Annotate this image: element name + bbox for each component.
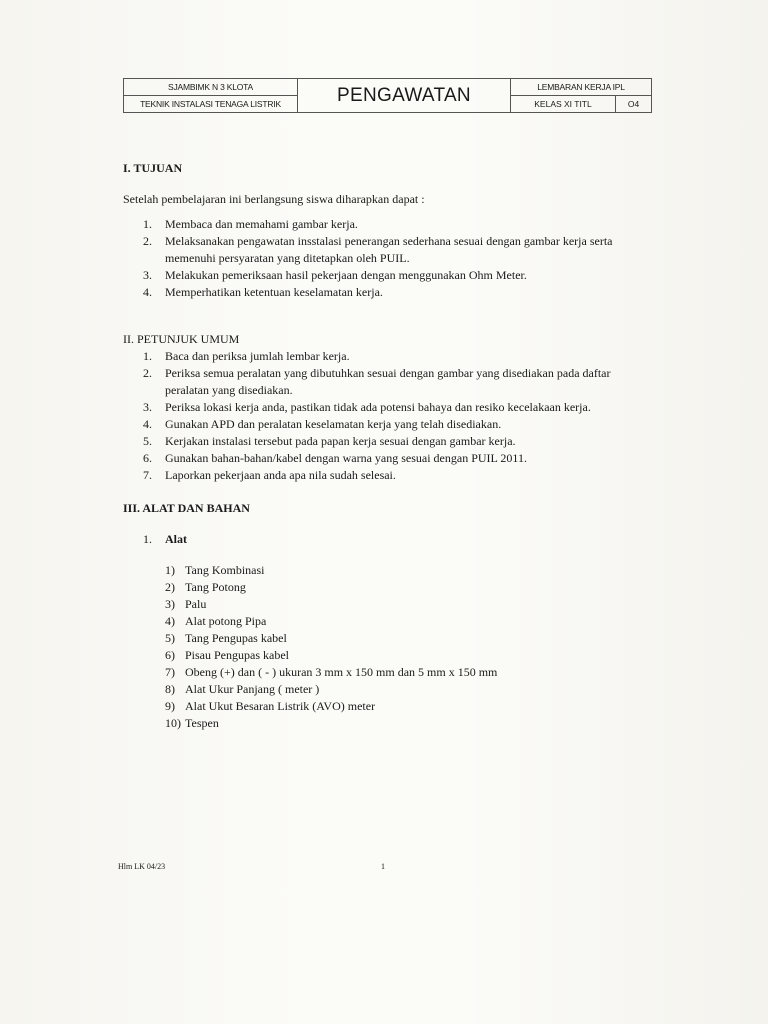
list-item [123, 630, 653, 647]
list-item [123, 579, 653, 596]
item-number: 3. [143, 268, 152, 282]
item-number: 4. [143, 285, 152, 299]
item-number: 3. [143, 400, 152, 414]
item-text: Tang Kombinasi [185, 563, 265, 577]
list-item [123, 416, 653, 433]
document-body [123, 160, 653, 732]
item-number: 2. [143, 234, 152, 248]
item-text: Melaksanakan pengawatan insstalasi penerangan sederhana sesuai dengan gambar kerja serta memenuhi persyaratan yang ditetapkan oleh PUIL. [165, 234, 613, 265]
list-item [123, 562, 653, 579]
item-text: Alat potong Pipa [185, 614, 267, 628]
item-number: 6) [165, 648, 175, 662]
document-title: PENGAWATAN [337, 84, 471, 106]
header-table [123, 78, 652, 113]
petunjuk-list [123, 348, 653, 484]
item-text: Alat Ukur Panjang ( meter ) [185, 682, 320, 696]
item-text: Palu [185, 597, 207, 611]
item-number: 10) [165, 716, 181, 730]
item-text: Laporkan pekerjaan anda apa nila sudah selesai. [165, 468, 396, 482]
list-item [123, 348, 653, 365]
list-item [123, 233, 653, 267]
item-number: 2) [165, 580, 175, 594]
footer-sheet-ref: Hlm LK 04/23 [118, 862, 166, 871]
list-item [123, 613, 653, 630]
item-text: Memperhatikan ketentuan keselamatan kerja. [165, 285, 383, 299]
item-number: 4. [143, 417, 152, 431]
list-item [123, 450, 653, 467]
item-text: Gunakan APD dan peralatan keselamatan kerja yang telah disediakan. [165, 417, 502, 431]
header-left-cell [124, 79, 298, 112]
page-number: 1 [381, 862, 385, 871]
item-number: 7) [165, 665, 175, 679]
list-item [123, 216, 653, 233]
item-number: 2. [143, 366, 152, 380]
item-number: 4) [165, 614, 175, 628]
list-item [123, 365, 653, 399]
item-text: Kerjakan instalasi tersebut pada papan kerja sesuai dengan gambar kerja. [165, 434, 516, 448]
list-item [123, 267, 653, 284]
item-number: 8) [165, 682, 175, 696]
class-row [511, 95, 651, 112]
item-text: Tang Pengupas kabel [185, 631, 287, 645]
sheet-name: LEMBARAN KERJA IPL [537, 82, 625, 92]
tools-list [123, 562, 653, 732]
list-item [123, 399, 653, 416]
list-item [123, 698, 653, 715]
item-text: Alat Ukut Besaran Listrik (AVO) meter [185, 699, 376, 713]
list-item [123, 596, 653, 613]
item-text: Baca dan periksa jumlah lembar kerja. [165, 349, 350, 363]
item-text: Gunakan bahan-bahan/kabel dengan warna yang sesuai dengan PUIL 2011. [165, 451, 527, 465]
subsection-title-alat [143, 531, 653, 548]
list-item [123, 715, 653, 732]
section-intro: Setelah pembelajaran ini berlangsung siswa diharapkan dapat : [123, 192, 425, 206]
item-number: 1. [143, 217, 152, 231]
item-number: 1) [165, 563, 175, 577]
header-right-cell [511, 79, 651, 112]
sheet-code: O4 [615, 96, 651, 112]
item-text: Pisau Pengupas kabel [185, 648, 289, 662]
item-text: Melakukan pemeriksaan hasil pekerjaan dengan menggunakan Ohm Meter. [165, 268, 527, 282]
list-item [123, 681, 653, 698]
item-text: Periksa semua peralatan yang dibutuhkan sesuai dengan gambar yang disediakan pada daftar peralatan yang disediakan. [165, 366, 611, 397]
section-title-alat-bahan: III. ALAT DAN BAHAN [123, 501, 250, 515]
school-name: SJAMBIMK N 3 KLOTA [167, 82, 254, 92]
item-text: Periksa lokasi kerja anda, pastikan tidak ada potensi bahaya dan resiko kecelakaan kerja. [165, 400, 591, 414]
list-item [123, 467, 653, 484]
item-number: 7. [143, 468, 152, 482]
list-item [123, 664, 653, 681]
program-name: TEKNIK INSTALASI TENAGA LISTRIK [124, 95, 297, 112]
item-text: Membaca dan memahami gambar kerja. [165, 217, 358, 231]
header-title-cell [298, 79, 511, 112]
item-number: 6. [143, 451, 152, 465]
item-number: 5) [165, 631, 175, 645]
list-item [123, 433, 653, 450]
item-number: 9) [165, 699, 175, 713]
section-title-tujuan: I. TUJUAN [123, 161, 183, 175]
item-number: 1. [143, 349, 152, 363]
item-text: Tespen [185, 716, 219, 730]
item-text: Obeng (+) dan ( - ) ukuran 3 mm x 150 mm dan 5 mm x 150 mm [185, 665, 498, 679]
tujuan-list [123, 216, 653, 301]
list-item [123, 647, 653, 664]
item-number: 3) [165, 597, 175, 611]
list-item [123, 284, 653, 301]
subsection-label: Alat [165, 532, 187, 546]
item-text: Tang Potong [185, 580, 246, 594]
subsection-number: 1. [143, 532, 152, 546]
class-label: KELAS XI TITL [534, 99, 592, 109]
item-number: 5. [143, 434, 152, 448]
section-title-petunjuk: II. PETUNJUK UMUM [123, 332, 240, 346]
